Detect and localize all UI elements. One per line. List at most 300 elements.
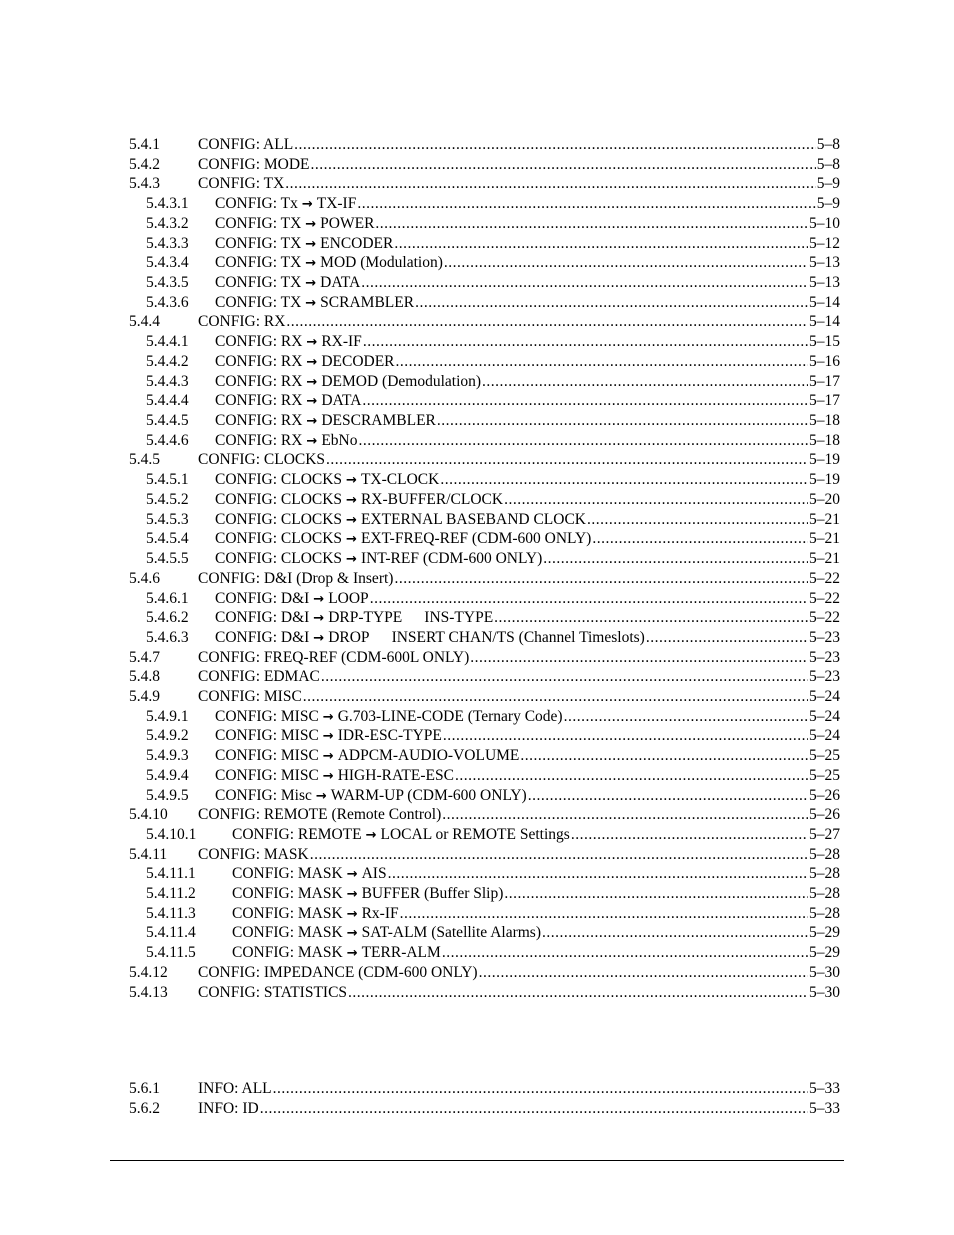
toc-entry-page: 5–10 xyxy=(809,215,840,232)
arrow-right-icon: → xyxy=(306,394,318,409)
toc-leader-dots xyxy=(504,884,808,904)
toc-entry-title xyxy=(215,786,528,807)
toc-entry[interactable] xyxy=(0,490,954,510)
toc-entry-page: 5–16 xyxy=(809,353,840,370)
toc-leader-dots xyxy=(303,687,808,707)
toc-entry-page: 5–33 xyxy=(809,1100,840,1117)
toc-entry-title-part: DESCRAMBLER xyxy=(321,412,436,429)
toc-entry-title xyxy=(215,766,455,787)
arrow-right-icon: → xyxy=(305,256,317,271)
toc-entry-page: 5–19 xyxy=(809,451,840,468)
arrow-right-icon: → xyxy=(346,887,358,902)
toc-entry-title xyxy=(215,529,592,550)
toc-entry-title-part: CONFIG: REMOTE xyxy=(232,826,362,843)
toc-entry-title xyxy=(215,470,440,491)
toc-entry-title xyxy=(198,155,311,175)
arrow-right-icon: → xyxy=(346,532,357,547)
toc-entry-title xyxy=(215,234,394,255)
toc-entry-title-part: CONFIG: RX xyxy=(215,392,303,409)
toc-entry-number: 5.4.13 xyxy=(129,984,168,1001)
toc-entry-number: 5.4.12 xyxy=(129,964,168,981)
toc-entry[interactable] xyxy=(0,845,954,865)
toc-entry-title-part: CONFIG: MASK xyxy=(232,865,343,882)
toc-entry-number: 5.4.11.2 xyxy=(146,885,196,902)
toc-entry[interactable] xyxy=(0,648,954,668)
toc-entry-page: 5–9 xyxy=(816,175,840,192)
toc-entry-title xyxy=(215,628,646,649)
toc-entry-page: 5–21 xyxy=(809,550,840,567)
toc-entry-page: 5–28 xyxy=(809,905,840,922)
arrow-right-icon: → xyxy=(346,926,358,941)
toc-leader-dots xyxy=(528,786,808,806)
toc-entry-page: 5–17 xyxy=(809,392,840,409)
toc-entry-title-part: CONFIG: RX xyxy=(198,313,286,330)
toc-leader-dots xyxy=(362,391,808,411)
arrow-right-icon: → xyxy=(346,867,358,882)
toc-entry-title-part: CONFIG: MISC xyxy=(215,708,319,725)
toc-entry-title-part: CONFIG: D&I xyxy=(215,590,310,607)
toc-entry-page: 5–13 xyxy=(809,274,840,291)
toc-entry-number: 5.4.9.3 xyxy=(146,747,189,764)
toc-entry[interactable] xyxy=(0,805,954,825)
toc-entry-title xyxy=(215,549,543,570)
toc-entry-number: 5.4.9.5 xyxy=(146,787,189,804)
toc-entry-title-part: Rx-IF xyxy=(361,905,399,922)
toc-entry-title-part: MOD (Modulation) xyxy=(320,254,443,271)
toc-entry[interactable] xyxy=(0,569,954,589)
toc-entry-page: 5–18 xyxy=(809,412,840,429)
toc-entry-title-part: INFO: ALL xyxy=(198,1080,272,1097)
toc-entry-title xyxy=(215,273,361,294)
toc-entry-page: 5–28 xyxy=(809,846,840,863)
toc-entry-title-part: CONFIG: MASK xyxy=(198,846,309,863)
toc-entry-title xyxy=(215,411,437,432)
toc-entry-number: 5.4.10 xyxy=(129,806,168,823)
toc-entry-number: 5.4.5.2 xyxy=(146,491,189,508)
toc-entry-number: 5.4.3.6 xyxy=(146,294,189,311)
toc-entry-page: 5–24 xyxy=(809,688,840,705)
toc-entry-title-part: CONFIG: RX xyxy=(215,412,303,429)
toc-entry[interactable] xyxy=(0,450,954,470)
toc-entry-page: 5–23 xyxy=(809,629,840,646)
toc-entry-page: 5–33 xyxy=(809,1080,840,1097)
toc-entry-title-part: CONFIG: CLOCKS xyxy=(215,530,343,547)
toc-leader-dots xyxy=(394,234,808,254)
toc-entry-title xyxy=(215,510,587,531)
toc-entry[interactable] xyxy=(0,312,954,332)
toc-entry[interactable] xyxy=(0,786,954,806)
toc-entry-number: 5.4.3.5 xyxy=(146,274,189,291)
toc-entry-page: 5–20 xyxy=(809,491,840,508)
toc-entry[interactable] xyxy=(0,726,954,746)
toc-leader-dots xyxy=(361,273,808,293)
toc-entry-title-part: CONFIG: D&I (Drop & Insert) xyxy=(198,570,394,587)
toc-entry-title xyxy=(198,805,442,825)
toc-entry-title-part: CONFIG: REMOTE (Remote Control) xyxy=(198,806,442,823)
arrow-right-icon: → xyxy=(301,197,313,212)
toc-entry-page: 5–27 xyxy=(809,826,840,843)
toc-leader-dots xyxy=(357,194,815,214)
toc-leader-dots xyxy=(543,549,808,569)
toc-entry-page: 5–24 xyxy=(809,727,840,744)
toc-entry-number: 5.4.11.5 xyxy=(146,944,196,961)
arrow-right-icon: → xyxy=(322,749,334,764)
toc-leader-dots xyxy=(285,174,815,194)
toc-entry-title-part: CONFIG: RX xyxy=(215,373,303,390)
toc-entry-title xyxy=(215,293,415,314)
toc-entry-title-part: CONFIG: MASK xyxy=(232,944,343,961)
toc-entry[interactable] xyxy=(0,687,954,707)
toc-entry-title xyxy=(198,174,285,194)
toc-entry-title-part: CONFIG: CLOCKS xyxy=(215,550,343,567)
toc-entry-page: 5–8 xyxy=(816,156,840,173)
toc-entry-title xyxy=(215,707,564,728)
toc-entry-number: 5.4.11 xyxy=(129,846,168,863)
toc-entry-page: 5–14 xyxy=(809,313,840,330)
toc-entry-title xyxy=(215,431,359,452)
toc-leader-dots xyxy=(370,589,808,609)
toc-entry-page: 5–8 xyxy=(816,136,840,153)
toc-entry-title-part: INS-TYPE xyxy=(424,609,494,626)
toc-entry-number: 5.4.3.3 xyxy=(146,235,189,252)
toc-leader-dots xyxy=(442,943,808,963)
toc-entry-title xyxy=(232,943,442,964)
toc-entry-title-part: CONFIG: EDMAC xyxy=(198,668,320,685)
toc-entry-number: 5.4.4.1 xyxy=(146,333,189,350)
arrow-right-icon: → xyxy=(313,592,325,607)
toc-entry-page: 5–28 xyxy=(809,865,840,882)
toc-entry-page: 5–28 xyxy=(809,885,840,902)
toc-entry-page: 5–24 xyxy=(809,708,840,725)
toc-entry-number: 5.4.6.3 xyxy=(146,629,189,646)
toc-entry-title xyxy=(215,726,443,747)
arrow-right-icon: → xyxy=(306,414,318,429)
toc-entry-title-part: CONFIG: IMPEDANCE (CDM-600 ONLY) xyxy=(198,964,478,981)
arrow-right-icon: → xyxy=(322,729,334,744)
toc-entry-page: 5–30 xyxy=(809,984,840,1001)
toc-entry-number: 5.4.5 xyxy=(129,451,160,468)
toc-entry-title-part: CONFIG: TX xyxy=(215,274,302,291)
toc-entry-title-part: INT-REF (CDM-600 ONLY) xyxy=(360,550,543,567)
toc-entry[interactable] xyxy=(0,411,954,431)
toc-entry-title-part: DRP-TYPE xyxy=(328,609,403,626)
toc-entry[interactable] xyxy=(0,549,954,569)
toc-entry-title-part: CONFIG: MISC xyxy=(198,688,302,705)
toc-leader-dots xyxy=(455,766,808,786)
toc-entry[interactable] xyxy=(0,667,954,687)
toc-entry[interactable] xyxy=(0,746,954,766)
toc-entry-title-part: INFO: ID xyxy=(198,1100,259,1117)
toc-entry[interactable] xyxy=(0,273,954,293)
toc-entry-title-part: TERR-ALM xyxy=(361,944,441,961)
arrow-right-icon: → xyxy=(305,217,317,232)
arrow-right-icon: → xyxy=(346,473,357,488)
toc-entry-title-part: CONFIG: TX xyxy=(215,215,302,232)
toc-entry-page: 5–22 xyxy=(809,609,840,626)
toc-leader-dots xyxy=(310,845,808,865)
toc-entry-number: 5.4.4.5 xyxy=(146,412,189,429)
toc-entry-title-part: CONFIG: MISC xyxy=(215,727,319,744)
toc-entry-title xyxy=(215,391,362,412)
toc-entry-title-part: CONFIG: TX xyxy=(215,254,302,271)
toc-entry-number: 5.4.5.4 xyxy=(146,530,189,547)
toc-entry[interactable] xyxy=(0,510,954,530)
toc-entry[interactable] xyxy=(0,983,954,1003)
toc-leader-dots xyxy=(363,332,808,352)
toc-entry[interactable] xyxy=(0,963,954,983)
toc-entry[interactable] xyxy=(0,923,954,943)
toc-entry-number: 5.4.10.1 xyxy=(146,826,197,843)
toc-entry-title-part: ADPCM-AUDIO-VOLUME xyxy=(337,747,520,764)
toc-entry-title-part: SAT-ALM (Satellite Alarms) xyxy=(361,924,541,941)
toc-entry-title xyxy=(215,352,396,373)
toc-entry-title-part: BUFFER (Buffer Slip) xyxy=(361,885,504,902)
toc-entry-title-part: IDR-ESC-TYPE xyxy=(337,727,442,744)
toc-entry[interactable] xyxy=(0,352,954,372)
toc-entry-title-part: LOCAL or REMOTE Settings xyxy=(380,826,570,843)
toc-entry-number: 5.4.5.1 xyxy=(146,471,189,488)
toc-entry-title xyxy=(215,214,375,235)
toc-entry-number: 5.4.6.1 xyxy=(146,590,189,607)
toc-entry[interactable] xyxy=(0,214,954,234)
toc-entry-number: 5.4.4.2 xyxy=(146,353,189,370)
toc-entry[interactable] xyxy=(0,293,954,313)
toc-entry-page: 5–12 xyxy=(809,235,840,252)
toc-entry-page: 5–19 xyxy=(809,471,840,488)
toc-entry-title xyxy=(232,923,542,944)
toc-entry-title-part: AIS xyxy=(361,865,387,882)
toc-entry-title-part: DATA xyxy=(320,274,361,291)
toc-entry[interactable] xyxy=(0,234,954,254)
toc-entry[interactable] xyxy=(0,470,954,490)
toc-entry-title xyxy=(215,490,504,511)
toc-entry-page: 5–22 xyxy=(809,570,840,587)
toc-entry-page: 5–13 xyxy=(809,254,840,271)
arrow-right-icon: → xyxy=(305,276,317,291)
toc-leader-dots xyxy=(286,312,808,332)
toc-entry[interactable] xyxy=(0,1079,954,1099)
toc-entry-page: 5–9 xyxy=(816,195,840,212)
arrow-right-icon: → xyxy=(365,828,377,843)
toc-leader-dots xyxy=(388,864,808,884)
toc-entry-number: 5.4.3 xyxy=(129,175,160,192)
toc-leader-dots xyxy=(326,450,808,470)
toc-entry-title-part: EXTERNAL BASEBAND CLOCK xyxy=(360,511,586,528)
toc-entry-page: 5–22 xyxy=(809,590,840,607)
toc-entry-page: 5–26 xyxy=(809,806,840,823)
toc-entry-title-part: LOOP xyxy=(328,590,369,607)
toc-leader-dots xyxy=(437,411,808,431)
toc-entry-title-part: CONFIG: D&I xyxy=(215,629,310,646)
toc-entry-number: 5.4.5.3 xyxy=(146,511,189,528)
toc-entry[interactable] xyxy=(0,766,954,786)
toc-leader-dots xyxy=(564,707,808,727)
toc-entry-title-part: CONFIG: CLOCKS xyxy=(198,451,326,468)
toc-entry[interactable] xyxy=(0,707,954,727)
toc-entry-page: 5–23 xyxy=(809,668,840,685)
toc-entry-title-part: CONFIG: RX xyxy=(215,432,303,449)
toc-entry-title-part: CONFIG: CLOCKS xyxy=(215,491,343,508)
toc-entry-number: 5.4.6.2 xyxy=(146,609,189,626)
arrow-right-icon: → xyxy=(306,375,318,390)
toc-entry-title-part: TX-CLOCK xyxy=(360,471,440,488)
arrow-right-icon: → xyxy=(305,296,317,311)
toc-entry-number: 5.4.4.3 xyxy=(146,373,189,390)
arrow-right-icon: → xyxy=(305,237,317,252)
toc-entry[interactable] xyxy=(0,825,954,845)
toc-entry-title-part: HIGH-RATE-ESC xyxy=(337,767,454,784)
toc-entry[interactable] xyxy=(0,943,954,963)
toc-entry-title xyxy=(198,569,394,589)
toc-entry-number: 5.4.9 xyxy=(129,688,160,705)
toc-entry-title xyxy=(198,1079,273,1099)
toc-entry[interactable] xyxy=(0,135,954,155)
toc-leader-dots xyxy=(359,431,809,451)
toc-entry-page: 5–14 xyxy=(809,294,840,311)
toc-entry-title-part: RX-IF xyxy=(321,333,362,350)
toc-entry-number: 5.6.1 xyxy=(129,1080,160,1097)
toc-entry-page: 5–21 xyxy=(809,511,840,528)
toc-entry-title-part: CONFIG: MASK xyxy=(232,924,343,941)
toc-entry-title xyxy=(198,450,326,470)
toc-entry-page: 5–18 xyxy=(809,432,840,449)
toc-entry-title xyxy=(232,825,571,846)
toc-entry-title xyxy=(215,372,482,393)
toc-entry-number: 5.4.9.4 xyxy=(146,767,189,784)
arrow-right-icon: → xyxy=(322,710,334,725)
arrow-right-icon: → xyxy=(313,631,325,646)
toc-leader-dots xyxy=(394,569,808,589)
toc-entry-page: 5–21 xyxy=(809,530,840,547)
toc-entry-number: 5.4.2 xyxy=(129,156,160,173)
toc-leader-dots xyxy=(470,648,808,668)
toc-entry-title-part: POWER xyxy=(320,215,375,232)
toc-entry-page: 5–25 xyxy=(809,767,840,784)
toc-entry-title xyxy=(198,983,348,1003)
toc-entry-title xyxy=(215,332,363,353)
arrow-right-icon: → xyxy=(306,335,318,350)
toc-entry-title-part: CONFIG: Misc xyxy=(215,787,312,804)
arrow-right-icon: → xyxy=(306,355,318,370)
toc-entry-number: 5.6.2 xyxy=(129,1100,160,1117)
arrow-right-icon: → xyxy=(313,611,325,626)
toc-entry-number: 5.4.4.6 xyxy=(146,432,189,449)
toc-entry-title xyxy=(215,608,494,629)
toc-entry[interactable] xyxy=(0,608,954,628)
toc-entry-number: 5.4.11.4 xyxy=(146,924,196,941)
toc-leader-dots xyxy=(375,214,808,234)
toc-entry-page: 5–23 xyxy=(809,649,840,666)
toc-entry-title-part: CONFIG: RX xyxy=(215,353,303,370)
toc-entry-title xyxy=(215,589,370,610)
toc-entry[interactable] xyxy=(0,904,954,924)
toc-entry-title-part: DROP xyxy=(328,629,370,646)
toc-entry-title xyxy=(198,963,479,983)
toc-entry-title-part: DATA xyxy=(321,392,362,409)
toc-leader-dots xyxy=(396,352,808,372)
toc-entry-title-part: EXT-FREQ-REF (CDM-600 ONLY) xyxy=(360,530,592,547)
toc-entry-title xyxy=(215,253,444,274)
toc-entry-title-part: CONFIG: MISC xyxy=(215,747,319,764)
toc-leader-dots xyxy=(440,470,808,490)
toc-entry-number: 5.4.7 xyxy=(129,649,160,666)
toc-entry[interactable] xyxy=(0,194,954,214)
toc-leader-dots xyxy=(587,510,808,530)
toc-entry-number: 5.4.3.4 xyxy=(146,254,189,271)
toc-entry-page: 5–17 xyxy=(809,373,840,390)
toc-entry-number: 5.4.11.3 xyxy=(146,905,196,922)
toc-entry[interactable] xyxy=(0,155,954,175)
toc-entry-title-part: ENCODER xyxy=(320,235,394,252)
toc-entry[interactable] xyxy=(0,372,954,392)
toc-entry-title-part: DECODER xyxy=(321,353,395,370)
toc-entry-title-part: CONFIG: TX xyxy=(198,175,285,192)
toc-entry-page: 5–25 xyxy=(809,747,840,764)
arrow-right-icon: → xyxy=(306,434,318,449)
toc-leader-dots xyxy=(542,923,808,943)
toc-entry[interactable] xyxy=(0,1099,954,1119)
toc-entry[interactable] xyxy=(0,253,954,273)
toc-entry[interactable] xyxy=(0,589,954,609)
toc-entry-title-part: CONFIG: D&I xyxy=(215,609,310,626)
toc-entry-number: 5.4.5.5 xyxy=(146,550,189,567)
toc-leader-dots xyxy=(442,805,808,825)
toc-entry-number: 5.4.3.1 xyxy=(146,195,189,212)
toc-entry-title-part: CONFIG: MODE xyxy=(198,156,310,173)
arrow-right-icon: → xyxy=(322,769,334,784)
arrow-right-icon: → xyxy=(346,946,358,961)
toc-entry-title-part: RX-BUFFER/CLOCK xyxy=(360,491,504,508)
toc-entry[interactable] xyxy=(0,529,954,549)
toc-entry-number: 5.4.1 xyxy=(129,136,160,153)
toc-entry[interactable] xyxy=(0,628,954,648)
toc-leader-dots xyxy=(311,155,816,175)
toc-entry-title-part: CONFIG: RX xyxy=(215,333,303,350)
toc-entry-title-part: DEMOD (Demodulation) xyxy=(321,373,482,390)
toc-leader-dots xyxy=(520,746,808,766)
toc-entry-number: 5.4.9.2 xyxy=(146,727,189,744)
toc-entry-title xyxy=(198,687,303,707)
toc-entry[interactable] xyxy=(0,391,954,411)
toc-entry-title xyxy=(198,312,286,332)
toc-entry[interactable] xyxy=(0,332,954,352)
toc-entry-title-part: CONFIG: MASK xyxy=(232,885,343,902)
toc-entry-title xyxy=(198,135,294,155)
arrow-right-icon: → xyxy=(315,789,327,804)
toc-leader-dots xyxy=(443,726,808,746)
toc-leader-dots xyxy=(400,904,808,924)
toc-leader-dots xyxy=(294,135,816,155)
arrow-right-icon: → xyxy=(346,907,358,922)
toc-leader-dots xyxy=(444,253,808,273)
toc-leader-dots xyxy=(646,628,808,648)
toc-entry-title xyxy=(198,667,321,687)
toc-leader-dots xyxy=(494,608,808,628)
toc-entry-title xyxy=(232,904,400,925)
toc-entry-page: 5–15 xyxy=(809,333,840,350)
toc-entry[interactable] xyxy=(0,864,954,884)
toc-entry-number: 5.4.9.1 xyxy=(146,708,189,725)
toc-leader-dots xyxy=(504,490,808,510)
toc-entry-title-part: CONFIG: Tx xyxy=(215,195,298,212)
footer-rule xyxy=(110,1160,844,1161)
toc-entry[interactable] xyxy=(0,884,954,904)
toc-entry[interactable] xyxy=(0,431,954,451)
toc-entry[interactable] xyxy=(0,174,954,194)
toc-entry-title xyxy=(232,864,388,885)
toc-entry-number: 5.4.4.4 xyxy=(146,392,189,409)
toc-entry-number: 5.4.6 xyxy=(129,570,160,587)
